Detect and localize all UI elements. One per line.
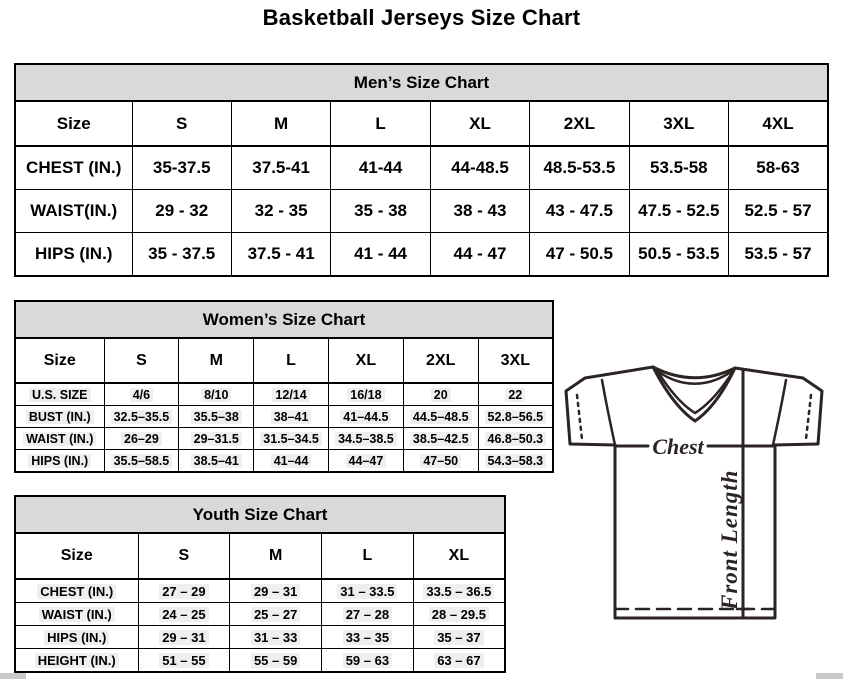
row-label-text: BUST (IN.) [26, 410, 94, 424]
youth-col-header: L [322, 533, 414, 579]
chest-label: Chest [652, 434, 704, 459]
value-text: 31 – 33.5 [337, 584, 397, 599]
row-label-hips: HIPS (IN.) [15, 233, 132, 277]
value-cell [254, 428, 329, 450]
womens-col-header: XL [328, 338, 403, 383]
value-text: 22 [505, 388, 525, 402]
youth-col-header: S [138, 533, 230, 579]
mens-col-header: S [132, 101, 231, 146]
row-label-chest: CHEST (IN.) [15, 146, 132, 190]
womens-col-header: S [104, 338, 179, 383]
value-text: 44–47 [346, 454, 387, 468]
table-row [15, 579, 505, 603]
value-cell: 41 - 44 [331, 233, 430, 277]
table-row [15, 146, 828, 190]
value-cell: 44 - 47 [430, 233, 529, 277]
value-text: 29 – 31 [251, 584, 300, 599]
value-cell: 32 - 35 [231, 190, 330, 233]
womens-table-title: Women’s Size Chart [15, 301, 553, 338]
table-row [15, 406, 553, 428]
value-cell: 41-44 [331, 146, 430, 190]
value-text: 8/10 [201, 388, 231, 402]
value-cell: 35 - 38 [331, 190, 430, 233]
mens-col-header: 4XL [729, 101, 828, 146]
womens-col-header: 3XL [478, 338, 553, 383]
value-cell [179, 383, 254, 406]
value-text: 35 – 37 [434, 630, 483, 645]
value-text: 32.5–35.5 [111, 410, 173, 424]
value-cell [138, 626, 230, 649]
value-text: 34.5–38.5 [335, 432, 397, 446]
value-cell: 35-37.5 [132, 146, 231, 190]
mens-size-header: Size [15, 101, 132, 146]
value-cell: 47 - 50.5 [530, 233, 629, 277]
mens-col-header: L [331, 101, 430, 146]
value-text: 59 – 63 [343, 653, 392, 668]
value-cell [328, 428, 403, 450]
value-cell: 50.5 - 53.5 [629, 233, 728, 277]
hscrollbar-left-fragment[interactable] [0, 673, 26, 679]
value-cell [322, 603, 414, 626]
value-text: 27 – 29 [159, 584, 208, 599]
value-cell: 37.5-41 [231, 146, 330, 190]
row-label-waist [15, 428, 104, 450]
jersey-left-armhole-seam [602, 380, 615, 445]
value-text: 52.8–56.5 [485, 410, 547, 424]
row-label-text: WAIST (IN.) [39, 607, 115, 622]
value-text: 29–31.5 [191, 432, 242, 446]
row-label-chest [15, 579, 138, 603]
youth-col-header: M [230, 533, 322, 579]
value-text: 33.5 – 36.5 [423, 584, 494, 599]
mens-col-header: 2XL [530, 101, 629, 146]
value-text: 63 – 67 [434, 653, 483, 668]
value-text: 38.5–41 [191, 454, 242, 468]
womens-col-header: L [254, 338, 329, 383]
table-row [15, 649, 505, 673]
womens-col-header: 2XL [403, 338, 478, 383]
youth-table-title: Youth Size Chart [15, 496, 505, 533]
value-text: 33 – 35 [343, 630, 392, 645]
value-cell [403, 406, 478, 428]
youth-col-header: XL [413, 533, 505, 579]
value-text: 20 [431, 388, 451, 402]
value-text: 51 – 55 [159, 653, 208, 668]
row-label-bust [15, 406, 104, 428]
value-cell [230, 626, 322, 649]
row-label-hips [15, 450, 104, 473]
value-cell: 35 - 37.5 [132, 233, 231, 277]
value-cell [230, 579, 322, 603]
value-cell [179, 406, 254, 428]
table-row [15, 428, 553, 450]
youth-size-header: Size [15, 533, 138, 579]
value-cell: 52.5 - 57 [729, 190, 828, 233]
value-cell [179, 428, 254, 450]
womens-col-header: M [179, 338, 254, 383]
value-cell [403, 428, 478, 450]
table-row [15, 190, 828, 233]
value-cell: 47.5 - 52.5 [629, 190, 728, 233]
value-cell: 29 - 32 [132, 190, 231, 233]
table-row [15, 450, 553, 473]
row-label-waist [15, 603, 138, 626]
youth-size-chart-table [14, 495, 506, 673]
value-cell [328, 450, 403, 473]
mens-size-chart-table [14, 63, 829, 277]
value-cell [403, 383, 478, 406]
value-text: 54.3–58.3 [485, 454, 547, 468]
value-text: 25 – 27 [251, 607, 300, 622]
table-row [15, 383, 553, 406]
value-text: 28 – 29.5 [429, 607, 489, 622]
value-cell: 38 - 43 [430, 190, 529, 233]
value-cell: 48.5-53.5 [530, 146, 629, 190]
jersey-right-cuff-dashes [806, 395, 811, 439]
row-label-text: HIPS (IN.) [28, 454, 91, 468]
value-cell [230, 649, 322, 673]
mens-table-title: Men’s Size Chart [15, 64, 828, 101]
value-cell [104, 450, 179, 473]
jersey-left-cuff-dashes [577, 395, 582, 439]
value-cell [478, 450, 553, 473]
row-label-text: HIPS (IN.) [44, 630, 109, 645]
row-label-height [15, 649, 138, 673]
value-text: 38–41 [271, 410, 312, 424]
value-cell [322, 626, 414, 649]
value-cell [104, 383, 179, 406]
value-cell [104, 406, 179, 428]
value-cell [138, 649, 230, 673]
value-text: 31.5–34.5 [260, 432, 322, 446]
hscrollbar-right-fragment[interactable] [816, 673, 843, 679]
value-cell [328, 383, 403, 406]
value-cell [254, 406, 329, 428]
row-label-waist: WAIST(IN.) [15, 190, 132, 233]
page-title: Basketball Jerseys Size Chart [262, 5, 581, 30]
womens-size-chart-table [14, 300, 554, 473]
row-label-text: WAIST (IN.) [23, 432, 96, 446]
jersey-right-armhole-seam [773, 380, 786, 445]
jersey-body [615, 445, 775, 618]
value-cell [478, 428, 553, 450]
value-cell [322, 649, 414, 673]
value-cell [413, 579, 505, 603]
value-text: 16/18 [347, 388, 384, 402]
row-label-text: CHEST (IN.) [37, 584, 116, 599]
value-cell [413, 603, 505, 626]
value-cell [478, 406, 553, 428]
value-text: 27 – 28 [343, 607, 392, 622]
table-row [15, 603, 505, 626]
jersey-measurement-diagram [556, 358, 843, 674]
table-row [15, 233, 828, 277]
value-cell [138, 579, 230, 603]
value-cell: 44-48.5 [430, 146, 529, 190]
mens-col-header: M [231, 101, 330, 146]
mens-col-header: XL [430, 101, 529, 146]
value-text: 41–44 [271, 454, 312, 468]
value-cell [230, 603, 322, 626]
value-cell: 53.5 - 57 [729, 233, 828, 277]
value-text: 44.5–48.5 [410, 410, 472, 424]
value-text: 26–29 [121, 432, 162, 446]
value-text: 35.5–58.5 [111, 454, 173, 468]
womens-size-header: Size [15, 338, 104, 383]
value-cell [328, 406, 403, 428]
row-label-text: U.S. SIZE [29, 388, 91, 402]
value-cell: 43 - 47.5 [530, 190, 629, 233]
value-text: 35.5–38 [191, 410, 242, 424]
value-cell [254, 450, 329, 473]
row-label-us-size [15, 383, 104, 406]
value-text: 38.5–42.5 [410, 432, 472, 446]
value-text: 4/6 [130, 388, 153, 402]
value-text: 12/14 [272, 388, 309, 402]
value-cell [179, 450, 254, 473]
value-text: 31 – 33 [251, 630, 300, 645]
value-cell [138, 603, 230, 626]
value-cell [413, 649, 505, 673]
value-cell [403, 450, 478, 473]
value-cell: 53.5-58 [629, 146, 728, 190]
value-text: 41–44.5 [340, 410, 391, 424]
value-cell [413, 626, 505, 649]
value-text: 47–50 [420, 454, 461, 468]
value-text: 46.8–50.3 [485, 432, 547, 446]
value-cell: 58-63 [729, 146, 828, 190]
value-text: 55 – 59 [251, 653, 300, 668]
table-row [15, 626, 505, 649]
value-text: 29 – 31 [159, 630, 208, 645]
value-cell [322, 579, 414, 603]
row-label-hips [15, 626, 138, 649]
value-cell [254, 383, 329, 406]
mens-col-header: 3XL [629, 101, 728, 146]
value-cell [478, 383, 553, 406]
value-text: 24 – 25 [159, 607, 208, 622]
front-length-label: Front Length [717, 469, 742, 610]
row-label-text: HEIGHT (IN.) [35, 653, 119, 668]
value-cell: 37.5 - 41 [231, 233, 330, 277]
value-cell [104, 428, 179, 450]
